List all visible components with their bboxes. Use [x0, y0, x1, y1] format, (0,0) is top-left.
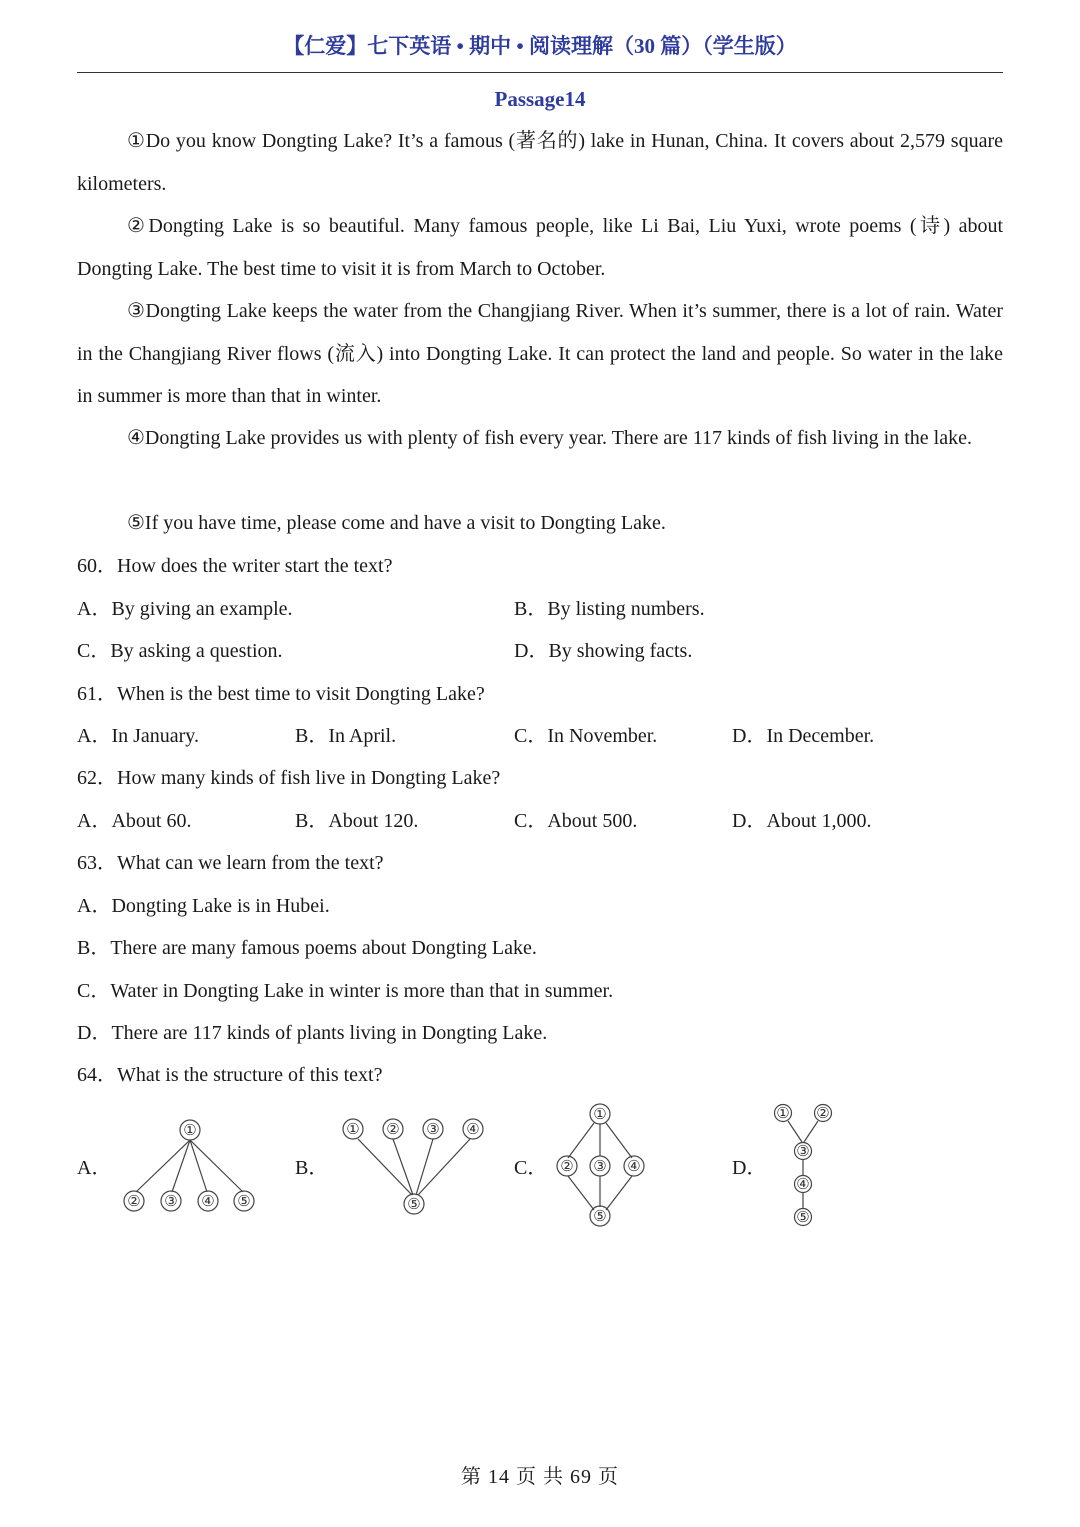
svg-text:①: ① [346, 1122, 360, 1138]
diagram-a-node-4 [198, 1191, 218, 1211]
question-62-option-d: D．About 1,000. [732, 810, 872, 832]
structure-diagram-a [110, 1110, 270, 1220]
question-62-option-c: C．About 500. [514, 810, 638, 832]
diagram-a-node-2 [124, 1191, 144, 1211]
question-62-stem: 62．How many kinds of fish live in Dongting Lake? [77, 767, 501, 789]
question-64-option-b: B． [295, 1157, 329, 1179]
diagram-c-node-5 [590, 1206, 610, 1226]
passage-title: Passage14 [494, 87, 586, 111]
paragraph-5: ⑤If you have time, please come and have a visit to Dongting Lake. [127, 512, 666, 534]
diagram-b-node-2 [383, 1119, 403, 1139]
question-64-option-a: A． [77, 1157, 112, 1179]
diagram-a-node-1 [180, 1120, 200, 1140]
question-60-option-b: B．By listing numbers. [514, 598, 705, 620]
question-61-stem: 61．When is the best time to visit Dongting Lake? [77, 683, 485, 705]
question-60-option-c: C．By asking a question. [77, 640, 283, 662]
diagram-c-node-3 [590, 1156, 610, 1176]
diagram-c-node-1 [590, 1104, 610, 1124]
svg-text:④: ④ [466, 1122, 480, 1138]
page-number-footer: 第 14 页 共 69 页 [461, 1466, 619, 1488]
svg-text:⑤: ⑤ [796, 1210, 810, 1226]
paragraph-4: ④Dongting Lake provides us with plenty of fish every year. There are 117 kinds of fish living in the lake. [127, 427, 972, 449]
svg-text:①: ① [183, 1123, 197, 1139]
question-63-option-d: D．There are 117 kinds of plants living in Dongting Lake. [77, 1022, 548, 1044]
question-61-option-c: C．In November. [514, 725, 658, 747]
diagram-d-node-3 [795, 1143, 812, 1161]
question-63-option-b: B．There are many famous poems about Dongting Lake. [77, 937, 537, 959]
svg-text:④: ④ [796, 1177, 810, 1193]
diagram-d-node-4 [795, 1176, 812, 1194]
diagram-c-node-4 [624, 1156, 644, 1176]
svg-text:①: ① [593, 1107, 607, 1123]
svg-text:③: ③ [164, 1194, 178, 1210]
question-62-option-b: B．About 120. [295, 810, 419, 832]
svg-text:②: ② [816, 1106, 830, 1122]
diagram-c-node-2 [557, 1156, 577, 1176]
document-header-title: 【仁爱】七下英语 • 期中 • 阅读理解（30 篇）（学生版） [283, 34, 797, 58]
paragraph-3: ③Dongting Lake keeps the water from the Changjiang River. When it’s summer, there is a lot of rain. Water in the Changjiang River flows (流入) into Dongting Lake. It can protect the land and people. So water in the lake in summer is more than that in winter. [77, 300, 1003, 407]
paragraph-2: ②Dongting Lake is so beautiful. Many famous people, like Li Bai, Liu Yuxi, wrote poems (诗) about Dongting Lake. The best time to visit it is from March to October. [77, 215, 1003, 280]
svg-text:②: ② [560, 1159, 574, 1175]
question-61-option-b: B．In April. [295, 725, 397, 747]
diagram-d-node-5 [795, 1209, 812, 1227]
svg-text:⑤: ⑤ [407, 1197, 421, 1213]
question-61-option-a: A．In January. [77, 725, 200, 747]
structure-diagram-b [330, 1110, 500, 1220]
question-60-stem: 60．How does the writer start the text? [77, 555, 393, 577]
question-60-option-a: A．By giving an example. [77, 598, 293, 620]
svg-text:②: ② [127, 1194, 141, 1210]
diagram-b-node-5 [404, 1194, 424, 1214]
question-63-option-c: C．Water in Dongting Lake in winter is more than that in summer. [77, 980, 614, 1002]
svg-text:③: ③ [796, 1144, 810, 1160]
svg-text:③: ③ [593, 1159, 607, 1175]
diagram-b-node-4 [463, 1119, 483, 1139]
svg-text:④: ④ [201, 1194, 215, 1210]
question-60-option-d: D．By showing facts. [514, 640, 693, 662]
diagram-d-node-2 [815, 1105, 832, 1123]
svg-text:①: ① [776, 1106, 790, 1122]
question-61-option-d: D．In December. [732, 725, 875, 747]
svg-text:⑤: ⑤ [237, 1194, 251, 1210]
paragraph-1: ①Do you know Dongting Lake? It’s a famous (著名的) lake in Hunan, China. It covers about 2,579 square kilometers. [77, 130, 1003, 195]
svg-text:⑤: ⑤ [593, 1209, 607, 1225]
question-64-option-d: D． [732, 1157, 767, 1179]
header-divider [77, 72, 1003, 73]
question-63-option-a: A．Dongting Lake is in Hubei. [77, 895, 330, 917]
diagram-b-node-1 [343, 1119, 363, 1139]
structure-diagram-d [765, 1100, 845, 1230]
diagram-d-node-1 [775, 1105, 792, 1123]
question-64-stem: 64．What is the structure of this text? [77, 1064, 383, 1086]
svg-text:④: ④ [627, 1159, 641, 1175]
svg-text:②: ② [386, 1122, 400, 1138]
question-62-option-a: A．About 60. [77, 810, 192, 832]
diagram-b-node-3 [423, 1119, 443, 1139]
question-64-option-c: C． [514, 1157, 548, 1179]
diagram-a-node-3 [161, 1191, 181, 1211]
structure-diagram-c [545, 1100, 655, 1230]
svg-text:③: ③ [426, 1122, 440, 1138]
diagram-a-node-5 [234, 1191, 254, 1211]
question-63-stem: 63．What can we learn from the text? [77, 852, 384, 874]
